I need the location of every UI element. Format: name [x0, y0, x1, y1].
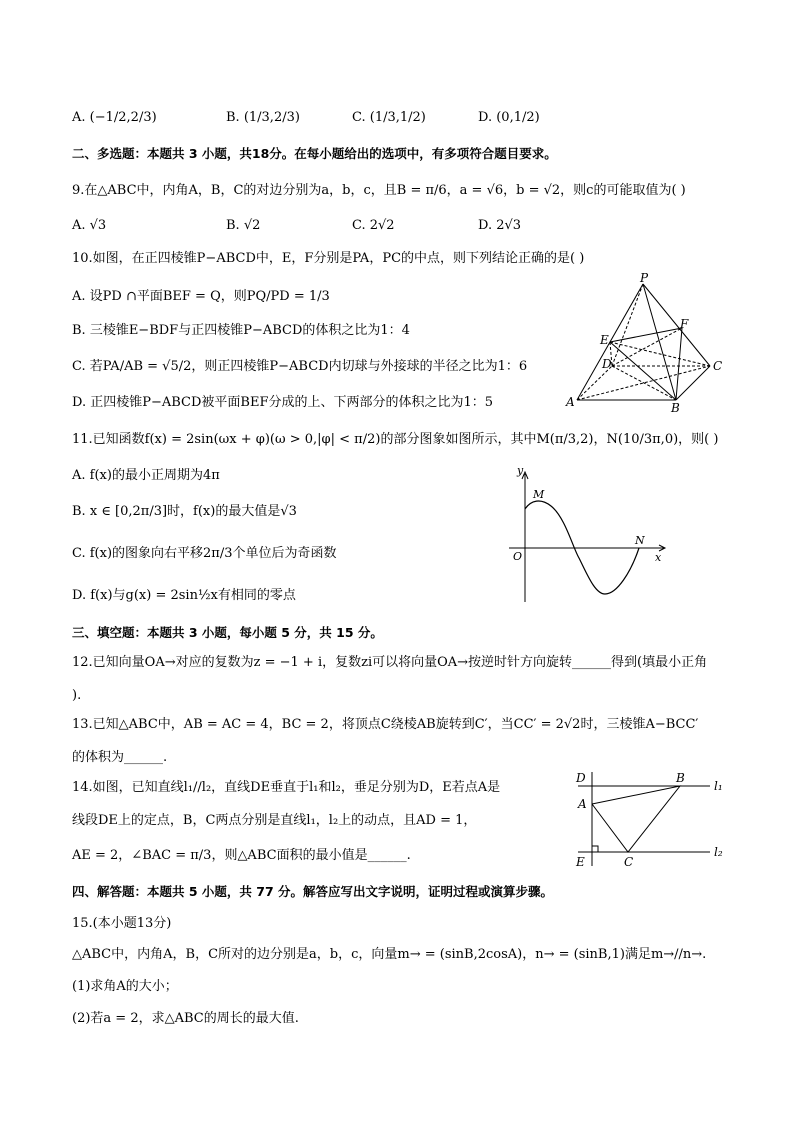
q8-option-a: A. (−1/2,2/3)	[72, 110, 157, 125]
q15-part2: (2)若a = 2，求△ABC的周长的最大值.	[72, 1011, 299, 1026]
pyramid-label-p: P	[640, 272, 649, 285]
q9-stem: 9.在△ABC中，内角A，B，C的对边分别为a，b，c，且B = π/6，a = √6，b = √2，则c的可能取值为( )	[72, 183, 686, 198]
q10-stem: 10.如图，在正四棱锥P−ABCD中，E，F分别是PA，PC的中点，则下列结论正确的是( )	[72, 251, 585, 266]
graph-label-o: O	[513, 550, 523, 563]
q11-stem: 11.已知函数f(x) = 2sin(ωx + φ)(ω > 0,|φ| < π/2)的部分图象如图所示，其中M(π/3,2)，N(10/3π,0)，则( )	[72, 432, 719, 447]
q15-title: 15.(本小题13分)	[72, 916, 172, 931]
q11-option-b: B. x ∈ [0,2π/3]时，f(x)的最大值是√3	[72, 504, 297, 519]
lines-label-c: C	[624, 855, 634, 869]
q12-line2: ).	[72, 688, 82, 703]
graph-label-y: y	[517, 464, 524, 477]
lines-label-l2: l₂	[714, 845, 723, 859]
graph-label-n: N	[635, 534, 645, 547]
q9-option-b: B. √2	[226, 218, 261, 233]
q9-option-c: C. 2√2	[352, 218, 395, 233]
q8-option-d: D. (0,1/2)	[478, 110, 540, 125]
pyramid-figure	[560, 272, 730, 418]
q10-option-c: C. 若PA/AB = √5/2，则正四棱锥P−ABCD内切球与外接球的半径之比为1：6	[72, 359, 528, 374]
q11-option-a: A. f(x)的最小正周期为4π	[72, 468, 220, 483]
q14-line1: 14.如图，已知直线l₁//l₂，直线DE垂直于l₁和l₂，垂足分别为D，E若点A是	[72, 780, 501, 795]
pyramid-label-f: F	[680, 317, 689, 331]
q14-line2: 线段DE上的定点，B，C两点分别是直线l₁，l₂上的动点，且AD = 1，	[72, 813, 477, 828]
pyramid-label-e: E	[600, 333, 609, 347]
pyramid-label-d: D	[602, 357, 612, 371]
q10-option-a: A. 设PD ∩平面BEF = Q，则PQ/PD = 1/3	[72, 289, 330, 304]
lines-label-l1: l₁	[714, 779, 723, 793]
q15-part1: (1)求角A的大小；	[72, 979, 178, 994]
q13-line1: 13.已知△ABC中，AB = AC = 4，BC = 2，将顶点C绕棱AB旋转到C′，当CC′ = 2√2时，三棱锥A−BCC′	[72, 717, 699, 732]
q8-option-c: C. (1/3,1/2)	[352, 110, 426, 125]
q9-option-a: A. √3	[72, 218, 107, 233]
lines-label-d: D	[576, 771, 586, 785]
q11-option-c: C. f(x)的图象向右平移2π/3个单位后为奇函数	[72, 546, 337, 561]
pyramid-label-c: C	[713, 359, 723, 373]
graph-label-m: M	[533, 488, 545, 501]
q12-line1: 12.已知向量OA→对应的复数为z = −1 + i，复数zi可以将向量OA→按逆时针方向旋转______得到(填最小正角	[72, 655, 708, 670]
section-heading-solutions: 四、解答题：本题共 5 小题，共 77 分。解答应写出文字说明，证明过程或演算步骤。	[72, 884, 554, 899]
q13-line2: 的体积为______.	[72, 750, 168, 765]
graph-label-x: x	[655, 551, 662, 564]
q10-option-d: D. 正四棱锥P−ABCD被平面BEF分成的上、下两部分的体积之比为1：5	[72, 395, 494, 410]
section-heading-multi-choice: 二、多选题：本题共 3 小题，共18分。在每小题给出的选项中，有多项符合题目要求。	[72, 146, 557, 161]
pyramid-label-b: B	[671, 401, 680, 415]
q8-option-b: B. (1/3,2/3)	[226, 110, 300, 125]
q9-option-d: D. 2√3	[478, 218, 522, 233]
sine-graph-figure	[505, 462, 675, 604]
q14-line3: AE = 2，∠BAC = π/3，则△ABC面积的最小值是______.	[72, 848, 411, 863]
parallel-lines-figure	[570, 766, 730, 870]
lines-label-b: B	[676, 771, 685, 785]
q15-stem: △ABC中，内角A，B，C所对的边分别是a，b，c，向量m→ = (sinB,2cosA)，n→ = (sinB,1)满足m→//n→.	[72, 947, 707, 962]
pyramid-label-a: A	[566, 395, 575, 409]
q11-option-d: D. f(x)与g(x) = 2sin½x有相同的零点	[72, 588, 296, 603]
q10-option-b: B. 三棱锥E−BDF与正四棱锥P−ABCD的体积之比为1：4	[72, 323, 410, 338]
lines-label-e: E	[576, 855, 585, 869]
section-heading-fill-in: 三、填空题：本题共 3 小题，每小题 5 分，共 15 分。	[72, 625, 383, 640]
lines-label-a: A	[578, 797, 587, 811]
